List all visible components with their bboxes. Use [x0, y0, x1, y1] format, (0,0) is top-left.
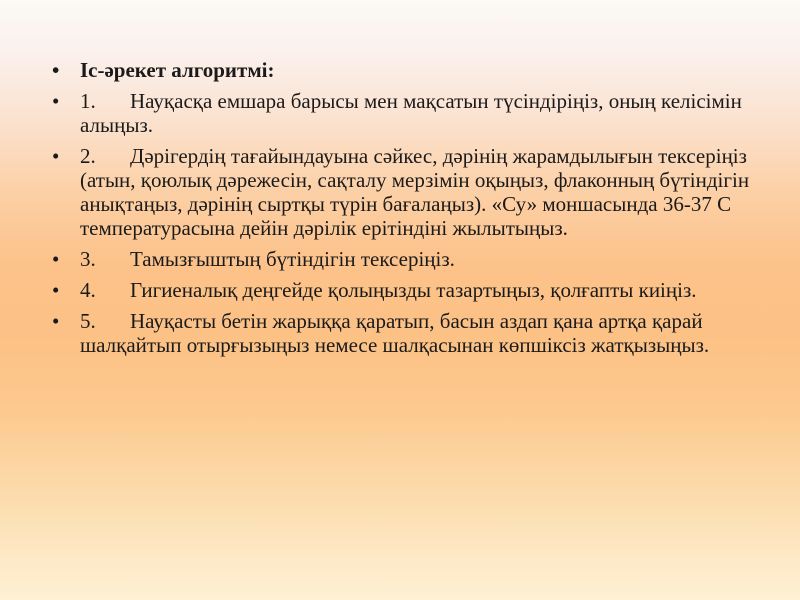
list-item	[52, 278, 772, 302]
bullet-icon: •	[52, 144, 60, 168]
slide-content	[52, 58, 772, 364]
list-item	[52, 309, 772, 357]
bullet-icon: •	[52, 278, 60, 302]
item-text: Тамызғыштың бүтіндігін тексеріңіз.	[130, 247, 455, 271]
item-number: 1.	[80, 89, 96, 113]
item-number: 2.	[80, 144, 96, 168]
bullet-icon: •	[52, 309, 60, 333]
item-text: Дәрігердің тағайындауына сәйкес, дәрінің жарамдылығын тексеріңіз (атын, қоюлық дәрежесін, сақталу мерзімін оқыңыз, флаконның бүтіндігін анықтаңыз, дәрінің сыртқы түрін бағалаңыз). «Су» моншасында 36-37 С температурасына дейін дәрілік ерітіндіні жылытыңыз.	[80, 144, 750, 240]
item-text: Науқасты бетін жарыққа қаратып, басын аздап қана артқа қарай шалқайтып отырғызыңыз немесе шалқасынан көпшіксіз жатқызыңыз.	[80, 309, 710, 357]
list-item	[52, 144, 772, 240]
item-number: 3.	[80, 247, 96, 271]
bullet-icon: •	[52, 89, 60, 113]
item-number: 5.	[80, 309, 96, 333]
item-number: 4.	[80, 278, 96, 302]
bullet-icon: •	[52, 58, 60, 82]
item-text: Науқасқа емшара барысы мен мақсатын түсіндіріңіз, оның келісімін алыңыз.	[80, 89, 742, 137]
list-item	[52, 89, 772, 137]
bullet-icon: •	[52, 247, 60, 271]
list-item	[52, 247, 772, 271]
bullet-list	[52, 58, 772, 357]
list-heading	[52, 58, 772, 82]
item-text: Гигиеналық деңгейде қолыңызды тазартыңыз, қолғапты киіңіз.	[130, 278, 697, 302]
heading-text: Іс-әрекет алгоритмі:	[80, 58, 275, 82]
